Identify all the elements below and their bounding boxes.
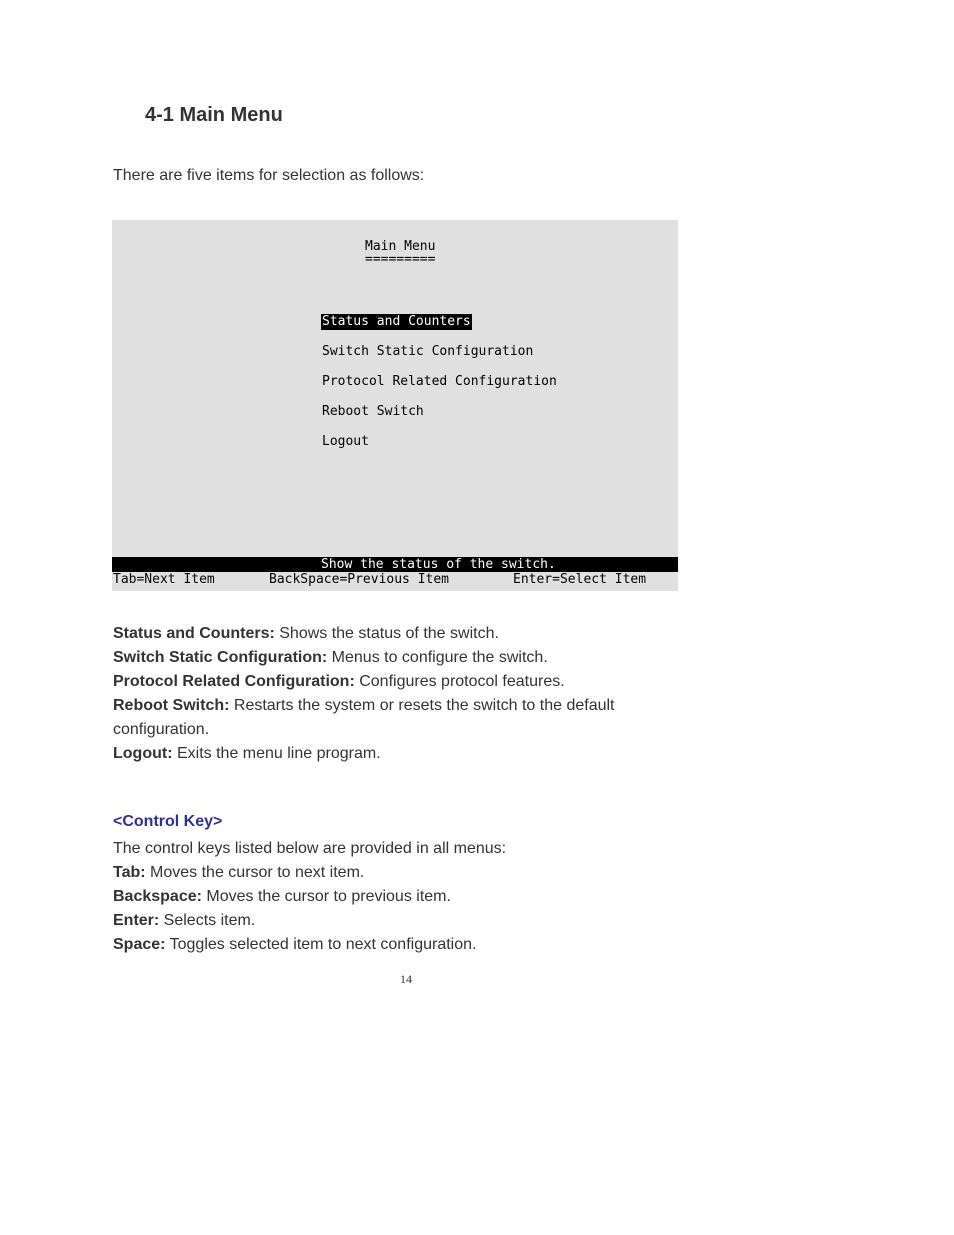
menu-item-label: Logout xyxy=(322,434,369,449)
terminal-title: Main Menu xyxy=(365,239,436,254)
control-key-text: Moves the cursor to previous item. xyxy=(201,888,451,905)
control-key-intro: The control keys listed below are provided in all menus: xyxy=(113,840,507,857)
menu-item-label: Protocol Related Configuration xyxy=(322,374,557,389)
terminal-status-text: Show the status of the switch. xyxy=(321,557,556,572)
description-text: Exits the menu line program. xyxy=(172,745,381,762)
description-term: Protocol Related Configuration: xyxy=(113,673,355,690)
key-hint-tab: Tab=Next Item xyxy=(113,572,215,587)
control-key-enter xyxy=(113,909,713,933)
key-hint-enter: Enter=Select Item xyxy=(513,572,647,587)
description-logout xyxy=(113,742,683,766)
description-term: Switch Static Configuration: xyxy=(113,649,328,666)
menu-descriptions xyxy=(113,622,683,766)
description-text: Menus to configure the switch. xyxy=(327,649,548,666)
terminal-status-bar xyxy=(112,557,678,572)
description-text: Configures protocol features. xyxy=(354,673,565,690)
control-key-space xyxy=(113,933,713,957)
description-term: Reboot Switch: xyxy=(113,697,230,714)
control-key-text: Selects item. xyxy=(159,912,256,929)
menu-item-reboot-switch[interactable] xyxy=(321,404,558,434)
intro-text: There are five items for selection as follows: xyxy=(113,167,425,184)
menu-item-protocol-related-configuration[interactable] xyxy=(321,374,558,404)
control-key-text: Moves the cursor to next item. xyxy=(145,864,365,881)
menu-item-logout[interactable] xyxy=(321,434,558,464)
menu-item-label: Status and Counters xyxy=(322,314,471,329)
menu-item-status-and-counters[interactable] xyxy=(321,314,558,344)
control-key-text: Toggles selected item to next configuration. xyxy=(165,936,477,953)
terminal-menu xyxy=(321,314,558,464)
control-key-tab xyxy=(113,861,713,885)
description-protocol-related-configuration xyxy=(113,670,683,694)
description-switch-static-configuration xyxy=(113,646,683,670)
control-key-list xyxy=(113,837,713,957)
description-text: Restarts the system or resets the switch to the default configuration. xyxy=(113,697,615,738)
section-title: 4-1 Main Menu xyxy=(145,104,283,126)
terminal-title-underline: ========= xyxy=(365,252,436,267)
control-key-backspace xyxy=(113,885,713,909)
menu-item-switch-static-configuration[interactable] xyxy=(321,344,558,374)
description-reboot-switch xyxy=(113,694,683,742)
menu-item-label: Reboot Switch xyxy=(322,404,424,419)
control-key-term: Backspace: xyxy=(113,888,202,905)
description-text: Shows the status of the switch. xyxy=(274,625,499,642)
page-number: 14 xyxy=(400,972,412,986)
terminal-key-hints xyxy=(112,572,678,588)
control-key-term: Space: xyxy=(113,936,166,953)
menu-item-label: Switch Static Configuration xyxy=(322,344,534,359)
control-key-term: Enter: xyxy=(113,912,160,929)
control-key-term: Tab: xyxy=(113,864,146,881)
description-term: Logout: xyxy=(113,745,173,762)
terminal-screenshot xyxy=(112,220,678,591)
control-key-heading: <Control Key> xyxy=(113,813,223,830)
description-status-and-counters xyxy=(113,622,683,646)
key-hint-backspace: BackSpace=Previous Item xyxy=(269,572,450,587)
description-term: Status and Counters: xyxy=(113,625,275,642)
